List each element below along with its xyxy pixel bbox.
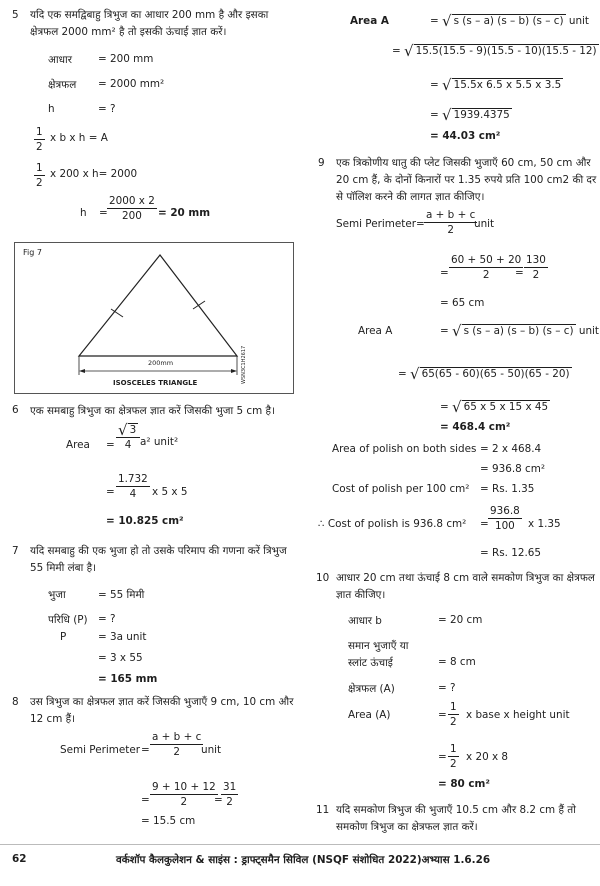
q10-text: आधार 20 cm तथा ऊंचाई 8 cm वाले समकोण त्रिभुज का क्षेत्रफल ज्ञात कीजिए। xyxy=(336,572,595,601)
q10-height-value: = 8 cm xyxy=(438,656,476,668)
q9-area-label: Area A xyxy=(358,325,393,337)
r8-area-label: Area A xyxy=(350,15,389,27)
q10-number: 10 xyxy=(316,572,330,584)
q5-h-value: = ? xyxy=(98,103,116,115)
figure-label: Fig 7 xyxy=(23,248,42,257)
q11-text: यदि समकोण त्रिभुज की भुजाएँ 10.5 cm और 8.2 cm हैं तो समकोण त्रिभुज का क्षेत्रफल ज्ञात करें। xyxy=(336,804,576,833)
q10-area-value: = ? xyxy=(438,682,456,694)
q9-semi-perimeter-result: = 65 cm xyxy=(440,297,485,309)
q7-side-label: भुजा xyxy=(48,589,66,601)
figure-box xyxy=(14,242,294,394)
q10-result: = 80 cm² xyxy=(438,778,490,790)
q5-h-equals: = xyxy=(99,207,108,219)
q5-h-fraction: $\frac{2000 x 2}{200}$ xyxy=(109,195,155,222)
q9-equals: = xyxy=(416,218,425,230)
q9-equals-3: = xyxy=(515,267,524,279)
q9-semi-perimeter-label: Semi Perimeter xyxy=(336,218,416,230)
q10-height-label-2: स्लांट ऊंचाई xyxy=(348,657,393,669)
q7-step-1: = 3a unit xyxy=(98,631,147,643)
q6-tail: x 5 x 5 xyxy=(152,486,188,498)
q10-base-label: आधार b xyxy=(348,615,382,627)
q9-formula-fraction: $\frac{a + b + c}{2}$ xyxy=(426,209,476,236)
footer-page-number: 62 xyxy=(12,853,27,865)
q5-base-label: आधार xyxy=(48,54,72,66)
q5-h-symbol: h xyxy=(80,207,87,219)
q5-text: यदि एक समद्विबाहु त्रिभुज का आधार 200 mm है और इसका क्षेत्रफल 2000 mm² है तो इसकी ऊंचाई ज्ञात करें। xyxy=(30,9,269,38)
r8-formula: = √ s (s – a) (s – b) (s – c) unit xyxy=(430,12,589,30)
q5-substitution-line: x 200 x h= 2000 xyxy=(50,168,138,180)
footer-rule xyxy=(0,844,600,845)
footer-title: वर्कशॉप कैलकुलेशन & साइंस : ड्राफ्ट्समैन सिविल (NSQF संशोधित 2022)अभ्यास 1.6.26 xyxy=(116,854,491,866)
q7-text: यदि समबाहु की एक भुजा हो तो उसके परिमाप की गणना करें त्रिभुज 55 मिमी लंबा है। xyxy=(30,545,287,574)
q6-equals: = xyxy=(106,439,115,451)
r8-result: = 44.03 cm² xyxy=(430,130,501,142)
q6-fraction-2: $\frac{1.732}{4}$ xyxy=(118,473,148,500)
q8-number: 8 xyxy=(12,696,19,708)
q8-semi-perimeter-label: Semi Perimeter xyxy=(60,744,140,756)
r8-substitution: = √ 15.5(15.5 - 9)(15.5 - 10)(15.5 - 12) xyxy=(392,42,597,60)
q8-formula-fraction: $\frac{a + b + c}{2}$ xyxy=(152,731,202,758)
q6-text: एक समबाहु त्रिभुज का क्षेत्रफल ज्ञात करें जिसकी भुजा 5 cm है। xyxy=(30,405,275,417)
q9-equals-2: = xyxy=(440,267,449,279)
q5-area-value: = 2000 mm² xyxy=(98,78,165,90)
q7-step-2: = 3 x 55 xyxy=(98,652,143,664)
q8-equals-3: = xyxy=(214,794,223,806)
q9-cost-label: ∴ Cost of polish is 936.8 cm² xyxy=(318,518,467,530)
q7-p-symbol: P xyxy=(60,631,67,643)
q9-polish-area-value: = 2 x 468.4 xyxy=(480,443,542,455)
q5-number: 5 xyxy=(12,9,19,21)
q9-cost-fraction: $\frac{936.8}{100}$ xyxy=(490,505,520,532)
q10-equals-1: = xyxy=(438,709,447,721)
q9-area-formula: = √ s (s – a) (s – b) (s – c) unit xyxy=(440,322,599,340)
q6-equals-2: = xyxy=(106,486,115,498)
q9-text: एक त्रिकोणीय धातु की प्लेट जिसकी भुजाएँ 60 cm, 50 cm और 20 cm हैं, के दोनों किनारों पर 1.35 रुपये प्रति 100 cm2 की दर से पॉलिश करने की लागत ज्ञात कीजिए। xyxy=(336,157,597,203)
q5-formula-line: x b x h = A xyxy=(50,132,108,144)
q9-number: 9 xyxy=(318,157,325,169)
q8-unit: unit xyxy=(201,744,222,756)
q10-area-formula-label: Area (A) xyxy=(348,709,391,721)
figure-base-dimension: 200mm xyxy=(148,359,174,367)
q9-cost-result: = Rs. 12.65 xyxy=(480,547,541,559)
q7-number: 7 xyxy=(12,545,19,557)
q8-equals-2: = xyxy=(141,794,150,806)
figure-code: WSN3C1H2617 xyxy=(241,345,247,384)
q6-number: 6 xyxy=(12,404,19,416)
r8-value: = √ 1939.4375 xyxy=(430,106,510,124)
q9-polish-area-result: = 936.8 cm² xyxy=(480,463,546,475)
isosceles-triangle-drawing xyxy=(15,243,293,393)
q9-cost-rate-value: = Rs. 1.35 xyxy=(480,483,535,495)
q9-area-product: = √ 65 x 5 x 15 x 45 xyxy=(440,398,549,416)
q5-half-fraction-2: $\frac{1}{2}$ xyxy=(36,162,43,189)
q10-height-label-1: समान भुजाएँ या xyxy=(348,640,409,652)
q6-root3-fraction: $\frac{√ 3}{4}$ xyxy=(116,423,140,452)
q10-half-fraction: $\frac{1}{2}$ xyxy=(450,701,457,728)
q9-area-substitution: = √ 65(65 - 60)(65 - 50)(65 - 20) xyxy=(398,365,570,383)
q6-result: = 10.825 cm² xyxy=(106,515,184,527)
q9-polish-area-label: Area of polish on both sides xyxy=(332,443,477,455)
q10-base-value: = 20 cm xyxy=(438,614,483,626)
q7-result: = 165 mm xyxy=(98,673,158,685)
q10-substitution: x 20 x 8 xyxy=(466,751,509,763)
q5-result: = 20 mm xyxy=(158,207,211,219)
q9-area-result: = 468.4 cm² xyxy=(440,421,511,433)
q6-unit: a² unit² xyxy=(140,436,179,448)
q9-cost-equals: = xyxy=(480,518,489,530)
q10-equals-2: = xyxy=(438,751,447,763)
tick-mark-right xyxy=(193,301,205,309)
figure-caption: ISOSCELES TRIANGLE xyxy=(113,379,198,387)
q6-area-label: Area xyxy=(66,439,90,451)
triangle-shape xyxy=(79,255,237,356)
q7-perimeter-label: परिधि (P) xyxy=(48,614,88,626)
q9-unit: unit xyxy=(474,218,495,230)
q8-text: उस त्रिभुज का क्षेत्रफल ज्ञात करें जिसकी भुजाएँ 9 cm, 10 cm और 12 cm हैं। xyxy=(30,696,294,725)
q9-sum-fraction: $\frac{60 + 50 + 20}{2}$ xyxy=(451,254,522,281)
q5-half-fraction: $\frac{1}{2}$ xyxy=(36,126,43,153)
q9-cost-rate-label: Cost of polish per 100 cm² xyxy=(332,483,470,495)
q7-side-value: = 55 मिमी xyxy=(98,589,145,601)
q9-cost-tail: x 1.35 xyxy=(528,518,561,530)
r8-product: = √ 15.5x 6.5 x 5.5 x 3.5 xyxy=(430,76,562,94)
q5-area-label: क्षेत्रफल xyxy=(48,79,77,91)
q10-formula-tail: x base x height unit xyxy=(466,709,570,721)
q10-area-label: क्षेत्रफल (A) xyxy=(348,683,395,695)
q8-sum-fraction: $\frac{9 + 10 + 12}{2}$ xyxy=(152,781,216,808)
q7-perimeter-value: = ? xyxy=(98,613,116,625)
q5-h-label: h xyxy=(48,103,55,115)
q8-result: = 15.5 cm xyxy=(141,815,196,827)
q9-result-fraction: $\frac{130}{2}$ xyxy=(526,254,546,281)
q8-equals: = xyxy=(141,744,150,756)
q5-base-value: = 200 mm xyxy=(98,53,154,65)
q11-number: 11 xyxy=(316,804,330,816)
q10-half-fraction-2: $\frac{1}{2}$ xyxy=(450,743,457,770)
q8-result-fraction: $\frac{31}{2}$ xyxy=(223,781,237,808)
